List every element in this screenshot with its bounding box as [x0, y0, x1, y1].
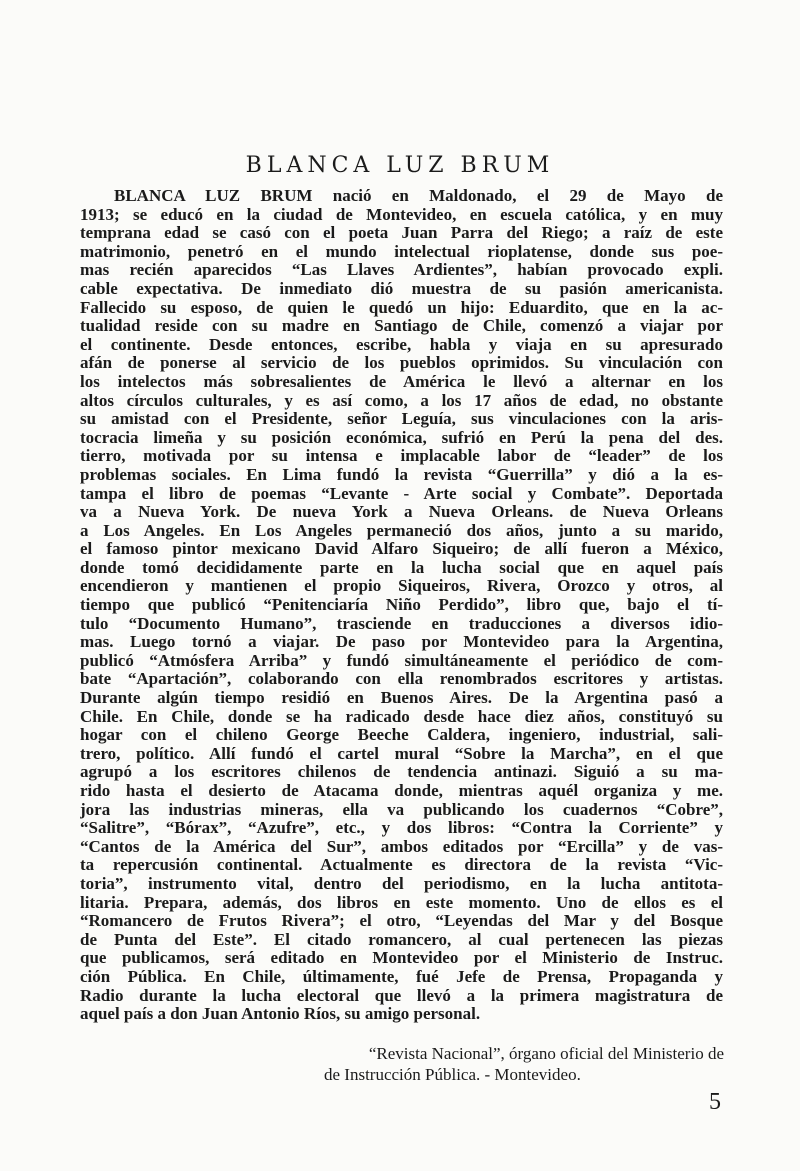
page-title: BLANCA LUZ BRUM — [245, 153, 555, 178]
text-line: el continente. Desde entonces, escribe, habla y viaja en su apresurado — [80, 335, 723, 354]
text-line: tampa el libro de poemas “Levante - Arte social y Combate”. Deportada — [80, 484, 723, 503]
text-line: “Cantos de la América del Sur”, ambos editados por “Ercilla” y de vas- — [80, 837, 723, 856]
text-line: matrimonio, penetró en el mundo intelectual rioplatense, donde sus poe- — [80, 242, 723, 261]
text-line: litaria. Prepara, además, dos libros en este momento. Uno de ellos es el — [80, 893, 723, 912]
source-citation — [296, 1043, 724, 1085]
text-line: problemas sociales. En Lima fundó la revista “Guerrilla” y dió a la es- — [80, 465, 723, 484]
text-line: jora las industrias mineras, ella va publicando los cuadernos “Cobre”, — [80, 800, 723, 819]
text-line: ción Pública. En Chile, últimamente, fué Jefe de Prensa, Propaganda y — [80, 967, 723, 986]
text-line: agrupó a los escritores chilenos de tendencia antinazi. Siguió a su ma- — [80, 763, 723, 782]
text-line: Durante algún tiempo residió en Buenos Aires. De la Argentina pasó a — [80, 689, 723, 708]
text-line: a Los Angeles. En Los Angeles permaneció dos años, junto a su marido, — [80, 521, 723, 540]
text-line: su amistad con el Presidente, señor Leguía, sus vinculaciones con la aris- — [80, 410, 723, 429]
text-line: publicó “Atmósfera Arriba” y fundó simultáneamente el periódico de com- — [80, 651, 723, 670]
text-line: Fallecido su esposo, de quien le quedó un hijo: Eduardito, que en la ac- — [80, 298, 723, 317]
text-line: hogar con el chileno George Beeche Caldera, ingeniero, industrial, sali- — [80, 726, 723, 745]
text-line: afán de ponerse al servicio de los pueblos oprimidos. Su vinculación con — [80, 354, 723, 373]
text-line: va a Nueva York. De nueva York a Nueva Orleans. de Nueva Orleans — [80, 503, 723, 522]
source-line-1: “Revista Nacional”, órgano oficial del Ministerio de — [368, 1044, 724, 1063]
text-line: de Punta del Este”. El citado romancero, al cual pertenecen las piezas — [80, 930, 723, 949]
text-line: BLANCA LUZ BRUM nació en Maldonado, el 29 de Mayo de — [114, 187, 723, 205]
text-line: Radio durante la lucha electoral que llevó a la primera magistratura de — [80, 986, 723, 1005]
text-line: aquel país a don Juan Antonio Ríos, su amigo personal. — [80, 1005, 481, 1024]
text-line: “Romancero de Frutos Rivera”; el otro, “Leyendas del Mar y del Bosque — [80, 912, 723, 931]
page-number: 5 — [709, 1089, 721, 1115]
text-line: “Salitre”, “Bórax”, “Azufre”, etc., y dos libros: “Contra la Corriente” y — [80, 819, 723, 838]
text-line: mas. Luego tornó a viajar. De paso por Montevideo para la Argentina, — [80, 633, 723, 652]
text-line: trero, político. Allí fundó el cartel mural “Sobre la Marcha”, en el que — [80, 744, 723, 763]
text-line: rido hasta el desierto de Atacama donde, mientras aquél organiza y me. — [80, 782, 723, 800]
text-line: encendieron y mantienen el propio Siqueiros, Rivera, Orozco y otros, al — [80, 577, 723, 596]
text-line: tierro, motivada por su intensa e implacable labor de “leader” de los — [80, 447, 723, 466]
source-line-2: de Instrucción Pública. - Montevideo. — [324, 1065, 581, 1084]
text-line: los intelectos más sobresalientes de América le llevó a alternar en los — [80, 372, 723, 391]
text-line: tualidad reside con su madre en Santiago de Chile, comenzó a viajar por — [80, 317, 723, 336]
text-line: toria”, instrumento vital, dentro del periodismo, en la lucha antitota- — [80, 874, 723, 893]
text-line: bate “Apartación”, colaborando con ella renombrados escritores y artistas. — [80, 670, 723, 689]
text-line: que publicamos, será editado en Montevideo por el Ministerio de Instruc. — [80, 949, 723, 968]
text-line: temprana edad se casó con el poeta Juan Parra del Riego; a raíz de este — [80, 224, 723, 243]
text-line: el famoso pintor mexicano David Alfaro Siqueiro; de allí fueron a México, — [80, 540, 723, 559]
text-line: tiempo que publicó “Penitenciaría Niño Perdido”, libro que, bajo el tí- — [80, 596, 723, 615]
text-line: mas recién aparecidos “Las Llaves Ardientes”, habían provocado expli. — [80, 261, 723, 280]
text-line: cable expectativa. De inmediato dió muestra de su pasión americanista. — [80, 279, 723, 298]
text-line: ta repercusión continental. Actualmente es directora de la revista “Vic- — [80, 856, 723, 875]
text-line: 1913; se educó en la ciudad de Montevideo, en escuela católica, y en muy — [80, 205, 723, 224]
text-line: Chile. En Chile, donde se ha radicado desde hace diez años, constituyó su — [80, 707, 723, 726]
biography-text — [80, 187, 723, 1024]
text-line: donde tomó decididamente parte en la lucha social que en aquel país — [80, 558, 723, 577]
text-line: altos círculos culturales, y es así como, a los 17 años de edad, no obstante — [80, 391, 723, 410]
text-line: tulo “Documento Humano”, trasciende en traducciones a diversos idio- — [80, 614, 723, 633]
text-line: tocracia limeña y su posición económica, sufrió en Perú la pena del des. — [80, 428, 723, 447]
